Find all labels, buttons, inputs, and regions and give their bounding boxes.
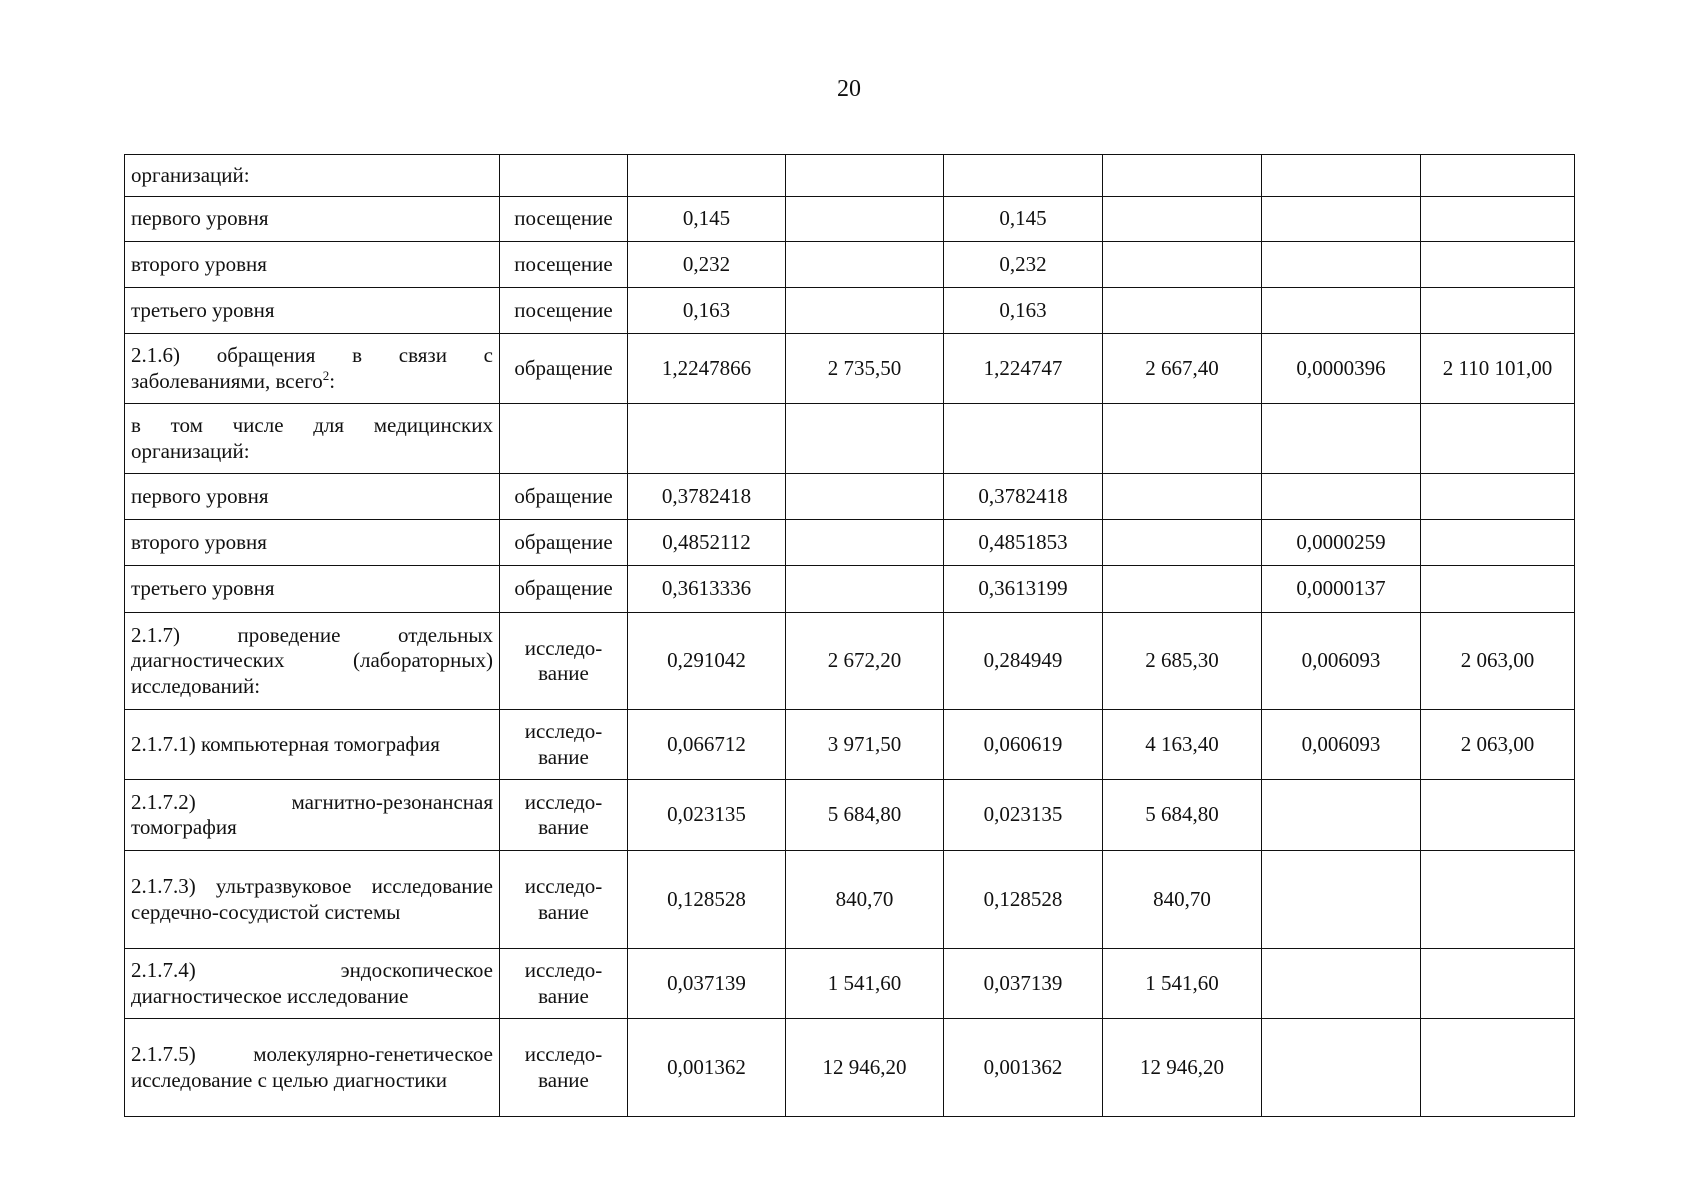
unit-cell: исследо- вание — [500, 1019, 628, 1117]
value-cell-3: 1,224747 — [944, 334, 1103, 404]
table-row — [125, 288, 1575, 334]
value-cell-5 — [1262, 404, 1421, 474]
value-cell-2 — [786, 520, 944, 566]
value-cell-5: 0,0000396 — [1262, 334, 1421, 404]
unit-cell: исследо- вание — [500, 949, 628, 1019]
row-name-cell — [125, 613, 500, 710]
value-cell-2: 5 684,80 — [786, 780, 944, 851]
row-name: второго уровня — [131, 251, 267, 276]
unit-cell: исследо- вание — [500, 780, 628, 851]
value-cell-6 — [1421, 242, 1575, 288]
value-cell-1: 0,128528 — [628, 851, 786, 949]
row-name: второго уровня — [131, 529, 267, 554]
value-cell-3: 0,001362 — [944, 1019, 1103, 1117]
unit-cell: исследо- вание — [500, 710, 628, 780]
table-row — [125, 949, 1575, 1019]
value-cell-5 — [1262, 851, 1421, 949]
unit-cell: посещение — [500, 197, 628, 242]
value-cell-4 — [1103, 520, 1262, 566]
value-cell-1: 0,023135 — [628, 780, 786, 851]
table-row — [125, 520, 1575, 566]
value-cell-5: 0,0000137 — [1262, 566, 1421, 613]
value-cell-4 — [1103, 155, 1262, 197]
unit-cell: обращение — [500, 334, 628, 404]
table-row — [125, 404, 1575, 474]
value-cell-4: 2 667,40 — [1103, 334, 1262, 404]
row-name-cell — [125, 710, 500, 780]
value-cell-6 — [1421, 566, 1575, 613]
row-name-cell — [125, 780, 500, 851]
value-cell-1: 0,145 — [628, 197, 786, 242]
row-name-cell — [125, 155, 500, 197]
value-cell-1: 0,3613336 — [628, 566, 786, 613]
row-name: 2.1.7.2) магнитно-резонансная томография — [131, 789, 493, 839]
table-row — [125, 242, 1575, 288]
value-cell-1: 1,2247866 — [628, 334, 786, 404]
value-cell-3: 0,023135 — [944, 780, 1103, 851]
value-cell-3: 0,284949 — [944, 613, 1103, 710]
value-cell-3: 0,037139 — [944, 949, 1103, 1019]
row-name: 2.1.7.4) эндоскопическое диагностическое исследование — [131, 958, 493, 1008]
row-name: 2.1.7.3) ультразвуковое исследование сердечно-сосудистой системы — [131, 874, 493, 924]
page-number: 20 — [837, 76, 861, 102]
row-name-cell — [125, 404, 500, 474]
value-cell-1 — [628, 404, 786, 474]
value-cell-4: 5 684,80 — [1103, 780, 1262, 851]
row-name-cell — [125, 851, 500, 949]
value-cell-4: 840,70 — [1103, 851, 1262, 949]
row-name-cell — [125, 334, 500, 404]
value-cell-6 — [1421, 780, 1575, 851]
row-name-cell — [125, 1019, 500, 1117]
value-cell-3: 0,128528 — [944, 851, 1103, 949]
value-cell-5 — [1262, 197, 1421, 242]
value-cell-6 — [1421, 520, 1575, 566]
row-name-cell — [125, 520, 500, 566]
row-name: 2.1.6) обращения в связи с заболеваниями, всего — [131, 342, 493, 393]
value-cell-4 — [1103, 404, 1262, 474]
unit-cell — [500, 155, 628, 197]
unit-cell: обращение — [500, 474, 628, 520]
value-cell-5 — [1262, 780, 1421, 851]
value-cell-6 — [1421, 1019, 1575, 1117]
value-cell-6 — [1421, 474, 1575, 520]
unit-cell: посещение — [500, 242, 628, 288]
value-cell-1: 0,037139 — [628, 949, 786, 1019]
table-row — [125, 780, 1575, 851]
value-cell-2 — [786, 566, 944, 613]
row-name: в том числе для медицинских организаций: — [131, 413, 493, 463]
value-cell-3: 0,163 — [944, 288, 1103, 334]
value-cell-3: 0,060619 — [944, 710, 1103, 780]
value-cell-4 — [1103, 288, 1262, 334]
row-name: организаций: — [131, 162, 250, 187]
table-row — [125, 334, 1575, 404]
value-cell-5 — [1262, 242, 1421, 288]
table-row — [125, 851, 1575, 949]
value-cell-4 — [1103, 474, 1262, 520]
row-name-cell — [125, 474, 500, 520]
unit-cell — [500, 404, 628, 474]
table-row — [125, 474, 1575, 520]
value-cell-3: 0,4851853 — [944, 520, 1103, 566]
value-cell-5 — [1262, 288, 1421, 334]
value-cell-2 — [786, 288, 944, 334]
row-name: 2.1.7) проведение отдельных диагностических (лабораторных) исследований: — [131, 623, 493, 698]
value-cell-2 — [786, 155, 944, 197]
row-name-cell — [125, 566, 500, 613]
value-cell-5: 0,0000259 — [1262, 520, 1421, 566]
value-cell-6 — [1421, 288, 1575, 334]
value-cell-3: 0,3782418 — [944, 474, 1103, 520]
value-cell-2 — [786, 474, 944, 520]
table-row — [125, 613, 1575, 710]
table-row — [125, 566, 1575, 613]
table-row — [125, 197, 1575, 242]
row-name-cell — [125, 242, 500, 288]
value-cell-1 — [628, 155, 786, 197]
row-name-cell — [125, 197, 500, 242]
row-name: 2.1.7.5) молекулярно-генетическое исследование с целью диагностики — [131, 1042, 493, 1092]
value-cell-5 — [1262, 1019, 1421, 1117]
table-row — [125, 710, 1575, 780]
value-cell-3: 0,3613199 — [944, 566, 1103, 613]
value-cell-2 — [786, 197, 944, 242]
data-table — [124, 154, 1575, 1117]
value-cell-6: 2 110 101,00 — [1421, 334, 1575, 404]
value-cell-1: 0,001362 — [628, 1019, 786, 1117]
value-cell-2 — [786, 404, 944, 474]
value-cell-1: 0,4852112 — [628, 520, 786, 566]
value-cell-6: 2 063,00 — [1421, 613, 1575, 710]
value-cell-2: 2 735,50 — [786, 334, 944, 404]
value-cell-1: 0,163 — [628, 288, 786, 334]
value-cell-2: 12 946,20 — [786, 1019, 944, 1117]
value-cell-5 — [1262, 949, 1421, 1019]
unit-cell: обращение — [500, 520, 628, 566]
unit-cell: исследо- вание — [500, 613, 628, 710]
value-cell-4: 2 685,30 — [1103, 613, 1262, 710]
value-cell-1: 0,066712 — [628, 710, 786, 780]
table-row — [125, 1019, 1575, 1117]
row-name-suffix: : — [329, 369, 336, 393]
value-cell-6 — [1421, 197, 1575, 242]
value-cell-6 — [1421, 949, 1575, 1019]
value-cell-4 — [1103, 197, 1262, 242]
value-cell-5: 0,006093 — [1262, 710, 1421, 780]
row-name-cell — [125, 288, 500, 334]
row-name: первого уровня — [131, 483, 269, 508]
value-cell-5 — [1262, 155, 1421, 197]
value-cell-5: 0,006093 — [1262, 613, 1421, 710]
table-row — [125, 155, 1575, 197]
value-cell-3 — [944, 404, 1103, 474]
value-cell-4 — [1103, 242, 1262, 288]
value-cell-6 — [1421, 404, 1575, 474]
row-name-cell — [125, 949, 500, 1019]
value-cell-1: 0,232 — [628, 242, 786, 288]
value-cell-4: 1 541,60 — [1103, 949, 1262, 1019]
value-cell-1: 0,291042 — [628, 613, 786, 710]
value-cell-2: 2 672,20 — [786, 613, 944, 710]
value-cell-5 — [1262, 474, 1421, 520]
value-cell-2: 1 541,60 — [786, 949, 944, 1019]
value-cell-3 — [944, 155, 1103, 197]
value-cell-6: 2 063,00 — [1421, 710, 1575, 780]
row-name: третьего уровня — [131, 576, 275, 601]
unit-cell: обращение — [500, 566, 628, 613]
value-cell-6 — [1421, 851, 1575, 949]
value-cell-3: 0,145 — [944, 197, 1103, 242]
value-cell-2: 840,70 — [786, 851, 944, 949]
unit-cell: исследо- вание — [500, 851, 628, 949]
value-cell-6 — [1421, 155, 1575, 197]
row-name: первого уровня — [131, 206, 269, 231]
value-cell-3: 0,232 — [944, 242, 1103, 288]
value-cell-1: 0,3782418 — [628, 474, 786, 520]
value-cell-2 — [786, 242, 944, 288]
row-name: 2.1.7.1) компьютерная томография — [131, 731, 440, 756]
footnote-mark: 2 — [322, 368, 330, 383]
unit-cell: посещение — [500, 288, 628, 334]
value-cell-4 — [1103, 566, 1262, 613]
row-name: третьего уровня — [131, 297, 275, 322]
value-cell-2: 3 971,50 — [786, 710, 944, 780]
value-cell-4: 4 163,40 — [1103, 710, 1262, 780]
value-cell-4: 12 946,20 — [1103, 1019, 1262, 1117]
